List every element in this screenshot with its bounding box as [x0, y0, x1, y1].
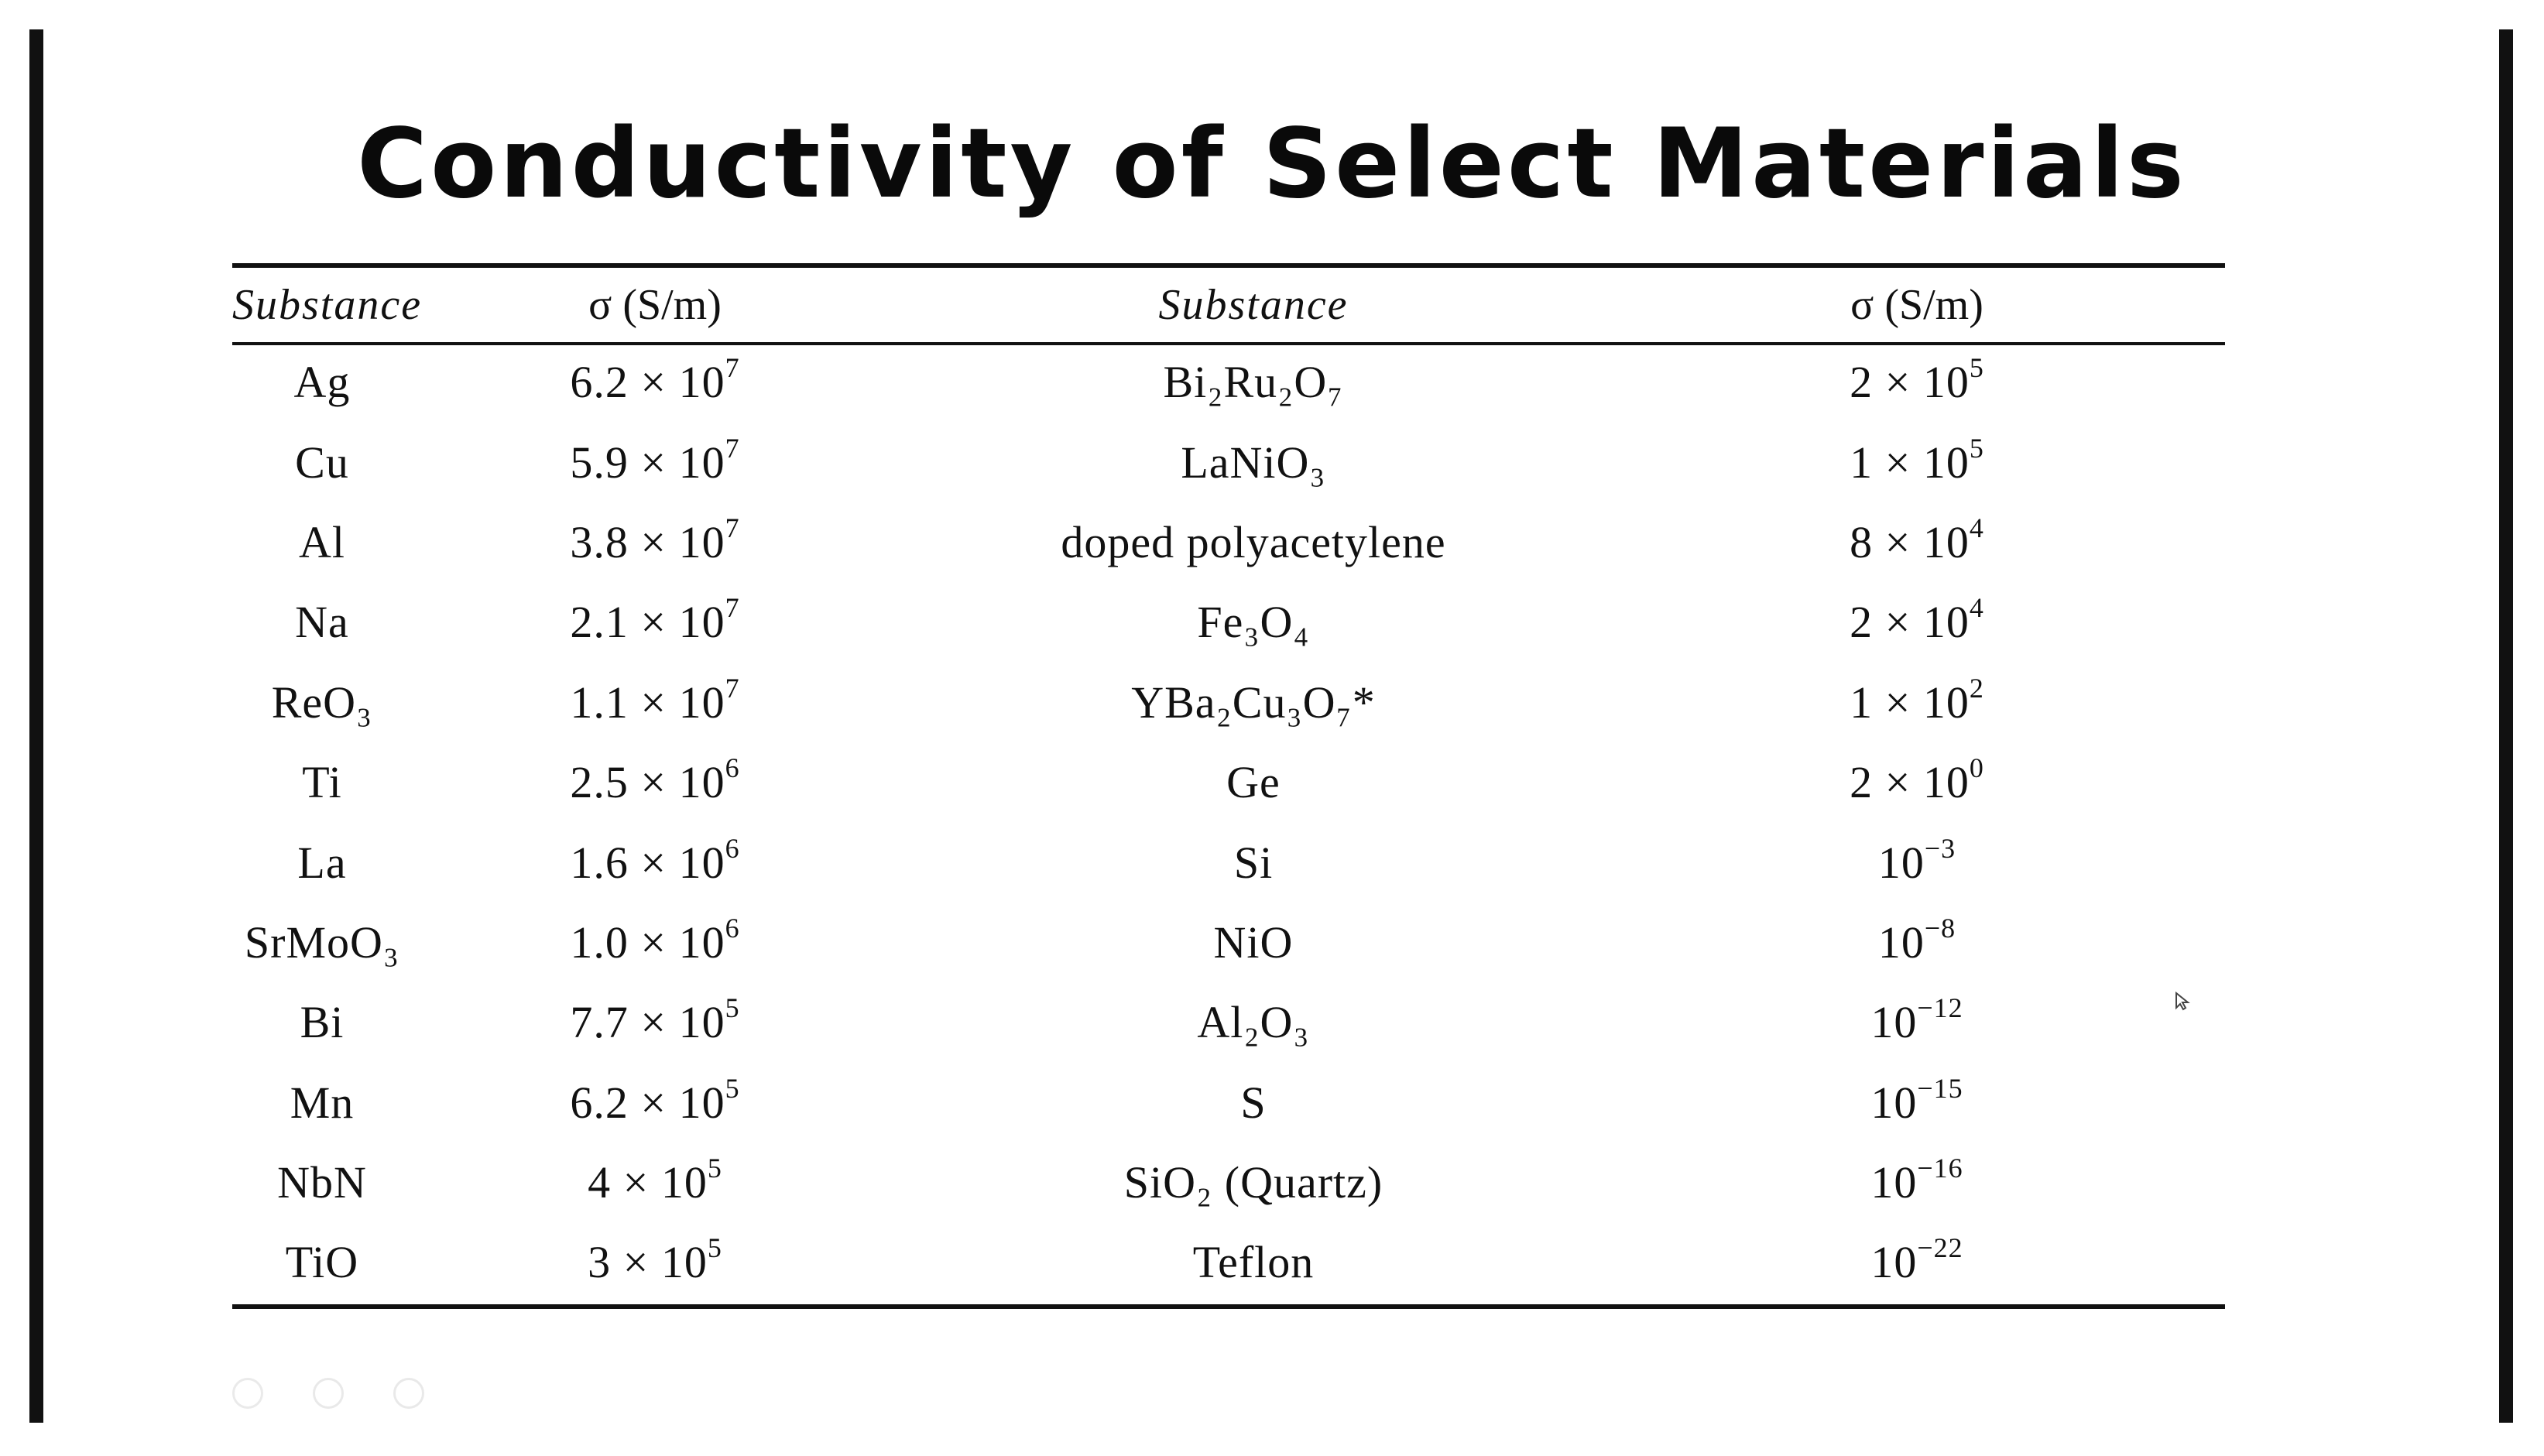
conductivity-cell: $2 \times 10^4$	[1850, 592, 1984, 648]
exponent: 5	[707, 1153, 722, 1184]
conductivity-cell: $2.1 \times 10^7$	[570, 592, 740, 648]
substance-cell: Fe₃O₄	[1197, 597, 1310, 648]
conductivity-cell: $3.8 \times 10^7$	[570, 512, 740, 567]
exponent: 2	[1969, 672, 1984, 704]
substance-cell: Si	[1233, 837, 1274, 888]
exponent: 7	[725, 352, 740, 384]
exponent: 7	[725, 672, 740, 704]
substance-cell: SiO₂ (Quartz)	[1123, 1157, 1383, 1208]
substance-cell: Al₂O₃	[1197, 997, 1310, 1048]
substance-cell: La	[297, 837, 347, 888]
substance-cell: NiO	[1213, 916, 1294, 968]
faint-icon	[232, 1378, 263, 1409]
faint-icon	[393, 1378, 424, 1409]
conductivity-cell: $10^{-3}$	[1877, 832, 1956, 888]
conductivity-cell: $10^{-16}$	[1870, 1153, 1963, 1208]
page-title: Conductivity of Select Materials	[357, 108, 2187, 220]
exponent: −15	[1917, 1072, 1963, 1104]
pointer-cursor-icon	[2174, 991, 2194, 1011]
exponent: 7	[725, 432, 740, 464]
table-row	[232, 1143, 2225, 1222]
conductivity-cell: $10^{-12}$	[1870, 992, 1963, 1048]
conductivity-cell: $3 \times 10^5$	[588, 1232, 722, 1288]
exponent: 6	[725, 913, 740, 944]
conductivity-cell: $10^{-22}$	[1870, 1232, 1963, 1288]
conductivity-cell: $6.2 \times 10^7$	[570, 352, 740, 408]
exponent: 5	[1969, 432, 1984, 464]
faint-toolbar	[232, 1378, 471, 1409]
substance-cell: TiO	[285, 1237, 359, 1288]
substance-cell: Na	[295, 597, 349, 648]
table-row	[232, 502, 2225, 582]
substance-cell: ReO₃	[271, 677, 373, 728]
exponent: 5	[725, 992, 740, 1024]
substance-cell: Mn	[290, 1077, 355, 1128]
conductivity-cell: $1.0 \times 10^6$	[570, 913, 740, 968]
conductivity-cell: $2.5 \times 10^6$	[570, 752, 740, 808]
table-row	[232, 1222, 2225, 1302]
substance-cell: Bi₂Ru₂O₇	[1163, 357, 1344, 408]
header-substance-2: Substance	[1158, 281, 1349, 329]
substance-cell: Ti	[302, 757, 342, 808]
conductivity-table	[232, 268, 2225, 1303]
table-row	[232, 742, 2225, 822]
table-row	[232, 1063, 2225, 1143]
faint-icon	[313, 1378, 344, 1409]
substance-cell: Ag	[293, 357, 351, 408]
table-row	[232, 582, 2225, 662]
substance-cell: Cu	[295, 437, 349, 488]
exponent: −12	[1917, 992, 1963, 1024]
conductivity-cell: $10^{-15}$	[1870, 1072, 1963, 1128]
substance-cell: SrMoO₃	[244, 916, 400, 968]
conductivity-cell: $7.7 \times 10^5$	[570, 992, 740, 1048]
exponent: 0	[1969, 752, 1984, 784]
header-sigma-2: σ (S/m)	[1850, 281, 1983, 329]
exponent: 5	[707, 1232, 722, 1264]
right-border	[2499, 29, 2513, 1423]
header-substance-1: Substance	[232, 281, 423, 329]
header-sigma-1: σ (S/m)	[588, 281, 722, 329]
conductivity-cell: $10^{-8}$	[1877, 913, 1956, 968]
exponent: 5	[1969, 352, 1984, 384]
table-row	[232, 422, 2225, 502]
exponent: −22	[1917, 1232, 1963, 1264]
substance-cell: Bi	[300, 997, 345, 1048]
exponent: 7	[725, 512, 740, 544]
substance-cell: NbN	[277, 1157, 367, 1208]
conductivity-cell: $1 \times 10^5$	[1850, 432, 1984, 488]
substance-cell: Teflon	[1192, 1237, 1315, 1288]
exponent: 4	[1969, 592, 1984, 624]
substance-cell: doped polyacetylene	[1061, 516, 1446, 567]
exponent: 5	[725, 1072, 740, 1104]
exponent: 7	[725, 592, 740, 624]
table-header-row	[232, 268, 2225, 342]
left-border	[29, 29, 43, 1423]
conductivity-cell: $8 \times 10^4$	[1850, 512, 1984, 567]
conductivity-cell: $1 \times 10^2$	[1850, 672, 1984, 728]
exponent: −16	[1917, 1153, 1963, 1184]
table-bottom-rule	[232, 1304, 2225, 1309]
substance-cell: Ge	[1226, 757, 1281, 808]
substance-cell: YBa₂Cu₃O₇*	[1131, 677, 1376, 728]
exponent: −8	[1924, 913, 1956, 944]
exponent: −3	[1924, 832, 1956, 864]
exponent: 4	[1969, 512, 1984, 544]
substance-cell: LaNiO₃	[1181, 437, 1326, 488]
table-row	[232, 342, 2225, 422]
conductivity-cell: $6.2 \times 10^5$	[570, 1072, 740, 1128]
conductivity-cell: $1.1 \times 10^7$	[570, 672, 740, 728]
conductivity-cell: $1.6 \times 10^6$	[570, 832, 740, 888]
table-row	[232, 903, 2225, 982]
table-row	[232, 663, 2225, 742]
table-row	[232, 822, 2225, 902]
table-row	[232, 982, 2225, 1062]
conductivity-cell: $2 \times 10^5$	[1850, 352, 1984, 408]
conductivity-cell: $5.9 \times 10^7$	[570, 432, 740, 488]
conductivity-cell: $4 \times 10^5$	[588, 1153, 722, 1208]
exponent: 6	[725, 752, 740, 784]
substance-cell: Al	[299, 516, 345, 567]
substance-cell: S	[1240, 1077, 1267, 1128]
conductivity-cell: $2 \times 10^0$	[1850, 752, 1984, 808]
exponent: 6	[725, 832, 740, 864]
